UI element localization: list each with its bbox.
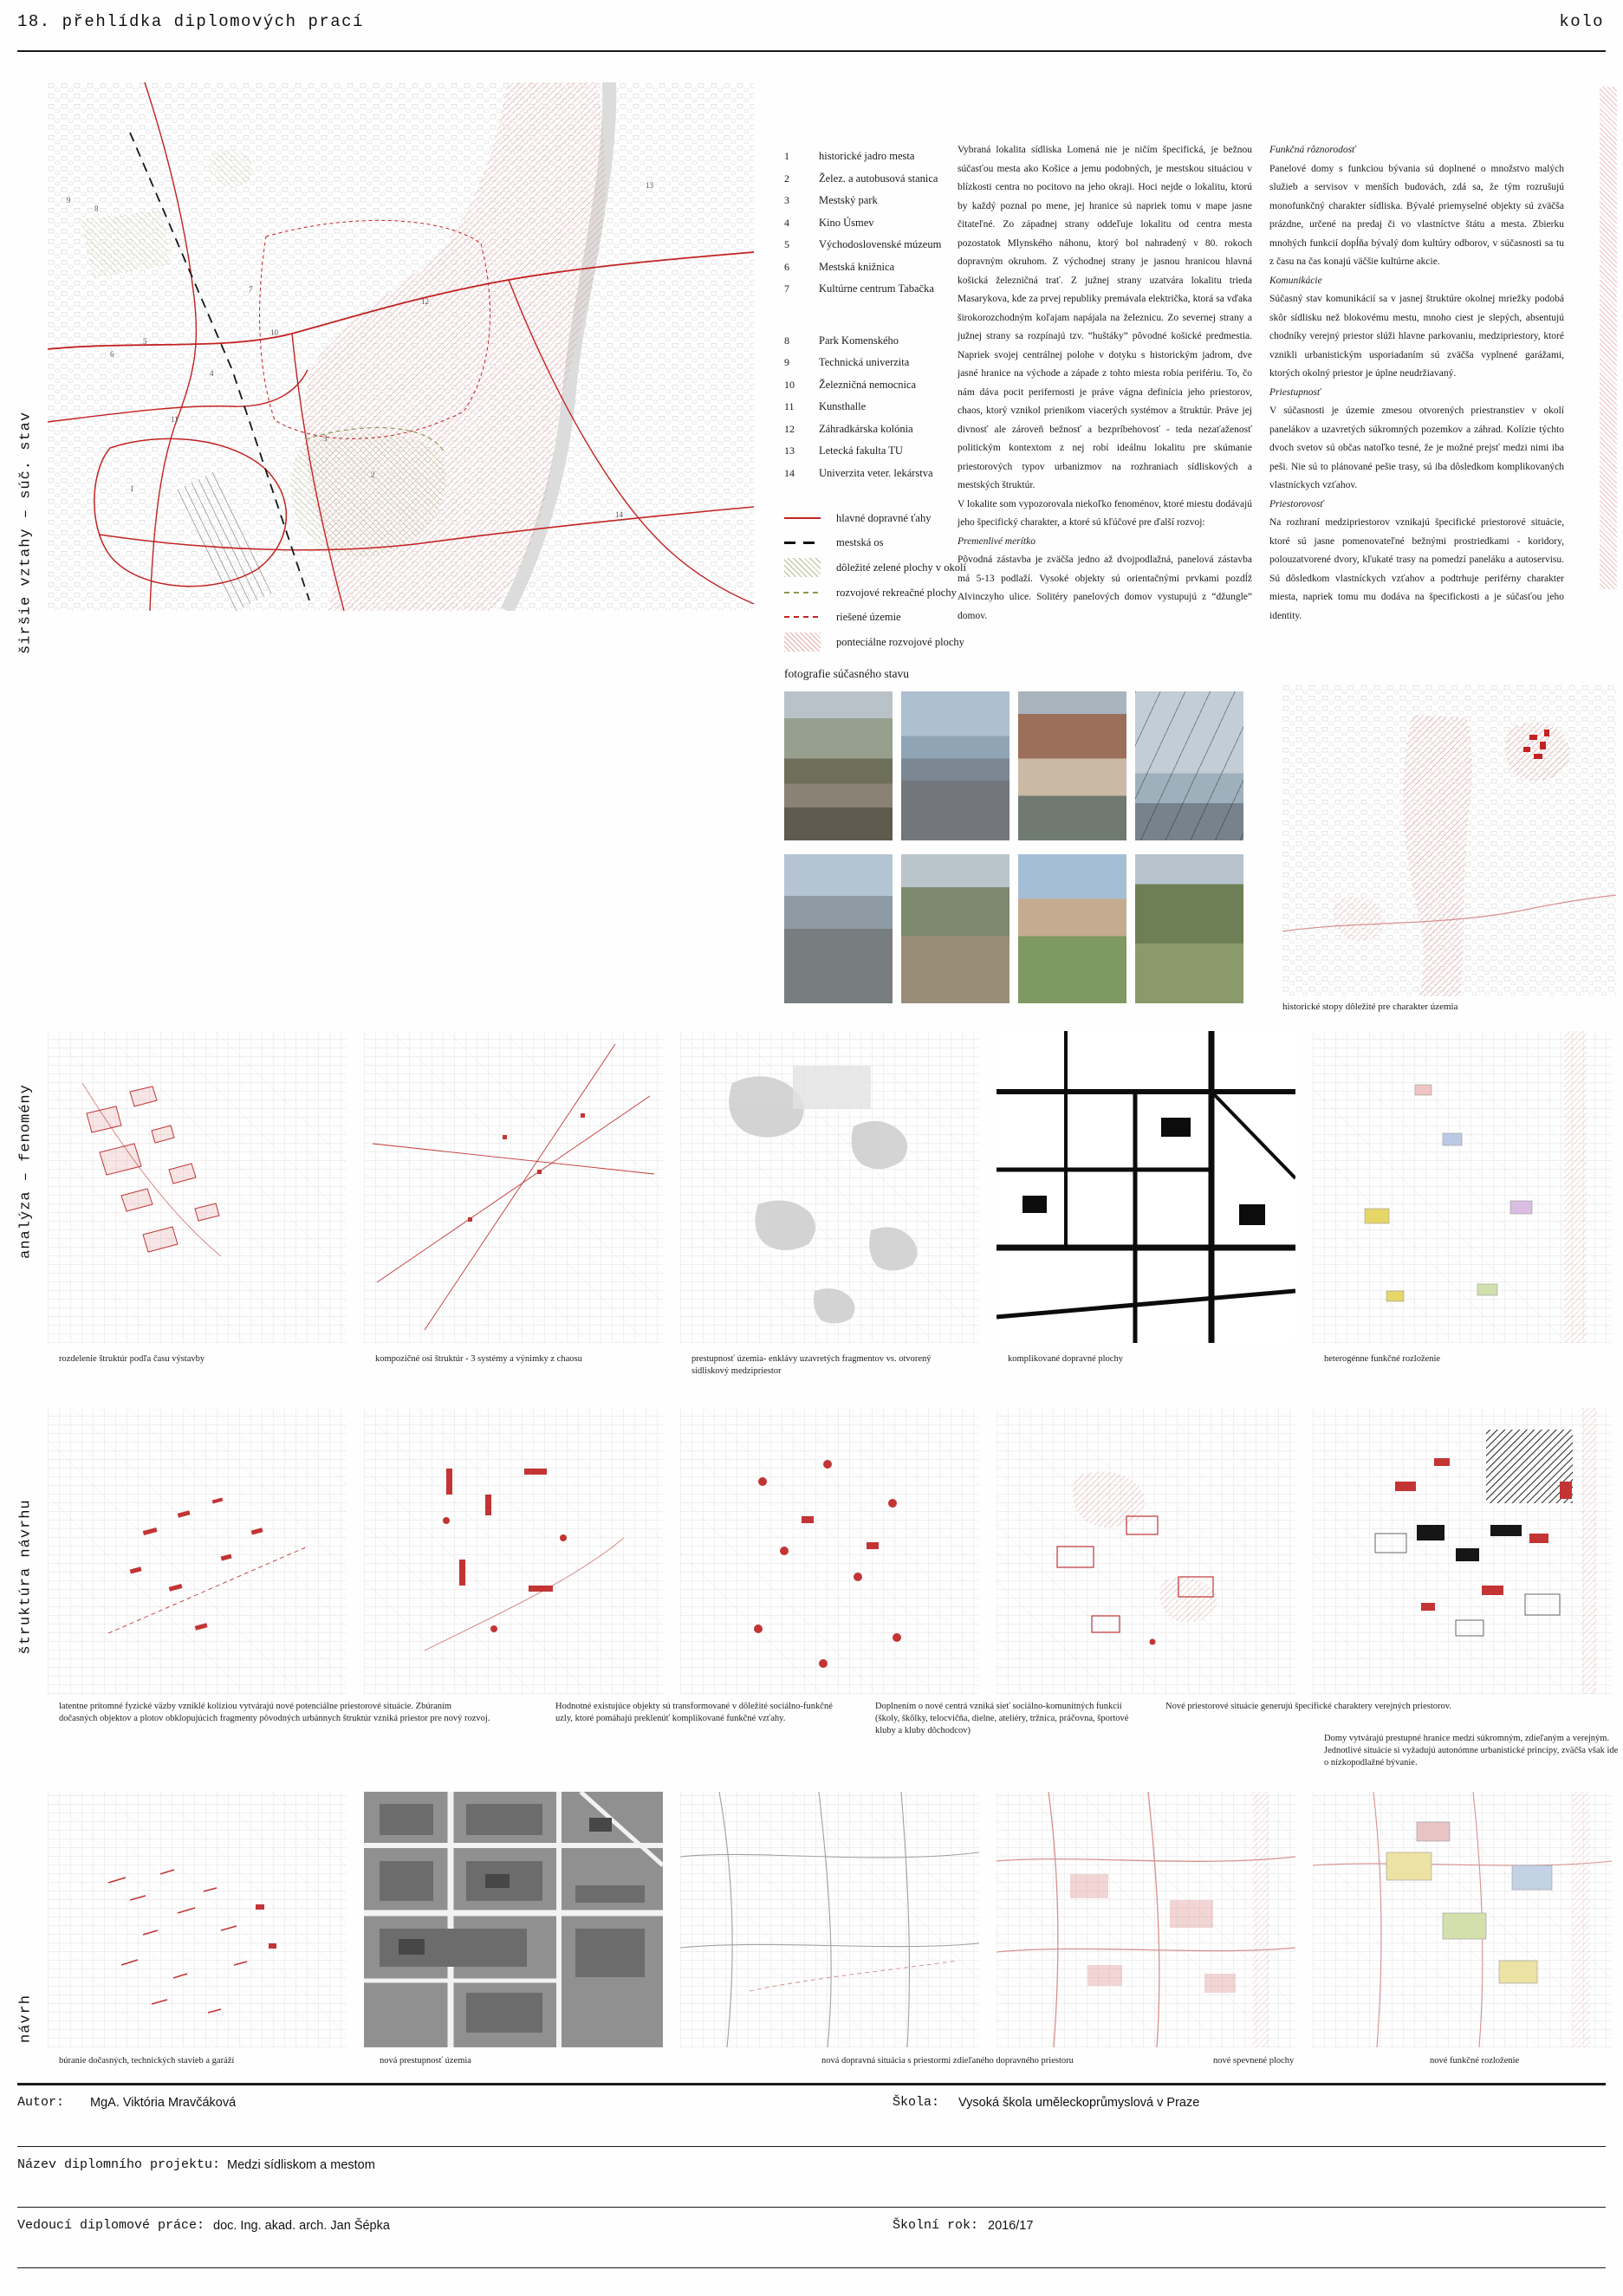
legend-item-label: Kultúrne centrum Tabačka bbox=[819, 282, 934, 295]
legend-item-label: Východoslovenské múzeum bbox=[819, 238, 942, 251]
legend-item-number: 7 bbox=[784, 282, 789, 295]
diagram-analyza-functional-mix bbox=[1313, 1031, 1612, 1343]
legend-item-number: 11 bbox=[784, 400, 795, 413]
school-year-label: Školní rok: bbox=[893, 2218, 979, 2233]
map-number-8: 8 bbox=[94, 204, 99, 213]
legend-item-label: historické jadro mesta bbox=[819, 150, 915, 163]
section-label-analyza: analýza – fenomény bbox=[17, 1084, 35, 1259]
diagram-analyza-composition-axes bbox=[364, 1031, 663, 1343]
caption-struktura-2: Hodnotné existujúce objekty sú transformované v dôležité sociálno-funkčné uzly, ktoré pomáhajú preklenúť komplikované funkčné vzťahy. bbox=[555, 1702, 833, 1723]
paved-road-lines bbox=[997, 1792, 1295, 2047]
header-right-label: kolo bbox=[1559, 12, 1604, 31]
project-title-value: Medzi sídliskom a mestom bbox=[227, 2158, 375, 2172]
photo-current-state-8 bbox=[1135, 854, 1243, 1003]
diagram-struktura-housing-boundaries bbox=[1313, 1408, 1612, 1694]
legend-item-number: 4 bbox=[784, 216, 789, 229]
legend-item-label: Kino Úsmev bbox=[819, 216, 874, 229]
map-number-7: 7 bbox=[249, 285, 253, 294]
green-hatch-swatch bbox=[784, 558, 821, 577]
pink-hatch-swatch bbox=[784, 632, 821, 652]
caption-navrh-3: nová dopravná situácia s priestormi zdieľaného dopravného priestoru bbox=[821, 2056, 1074, 2066]
diagram-navrh-figure-ground bbox=[364, 1792, 663, 2047]
function-color-patches bbox=[1365, 1085, 1532, 1301]
map-number-4: 4 bbox=[210, 369, 214, 378]
legend-symbol-label: hlavné dopravné ťahy bbox=[836, 511, 932, 524]
photo-current-state-5 bbox=[784, 854, 893, 1003]
legend-item-number: 5 bbox=[784, 238, 789, 251]
supervisor-label: Vedoucí diplomové práce: bbox=[17, 2218, 205, 2233]
legend-item-number: 13 bbox=[784, 444, 795, 457]
red-node-bars bbox=[443, 1469, 567, 1632]
legend-symbol-row bbox=[784, 632, 1027, 652]
map-number-12: 12 bbox=[421, 297, 429, 306]
photo-current-state-7 bbox=[1018, 854, 1126, 1003]
legend-symbol-label: dôležité zelené plochy v okolí bbox=[836, 561, 966, 574]
red-structure-outlines bbox=[87, 1086, 219, 1252]
legend-item-number: 1 bbox=[784, 150, 789, 163]
caption-analyza-1: rozdelenie štruktúr podľa času výstavby bbox=[59, 1354, 205, 1364]
section-label-navrh: návrh bbox=[17, 1994, 35, 2044]
legend-symbol-label: rozvojové rekreačné plochy bbox=[836, 586, 957, 599]
red-line-swatch bbox=[784, 517, 821, 519]
legend-item-label: Záhradkárska kolónia bbox=[819, 422, 913, 435]
intro-paragraph: V lokalite som vypozorovala niekoľko fenoménov, ktoré miestu dodávajú jeho špecifický charakter, a ktoré sú kľúčové pre ďalší rozvoj: bbox=[958, 498, 1252, 528]
map-number-3: 3 bbox=[323, 434, 328, 443]
closed-enclave-blobs bbox=[729, 1076, 917, 1323]
caption-struktura-5: Domy vytvárajú prestupné hranice medzi súkromným, zdieľaným a verejným. Jednotlivé situácie si vyžadujú autonómne urbanistické princípy, zväčša však ide o nízkopodlažné bývanie. bbox=[1324, 1734, 1619, 1767]
map-number-13: 13 bbox=[646, 181, 653, 190]
intro-paragraph: Vybraná lokalita sídliska Lomená nie je ničím špecifická, je bežnou súčasťou mesta ako Košice a jemu podobných, je mestskou situáciou v blízkosti centra no pocitovo na jeho okraji. Hoci nejde o lokalitu, ktorú by každý poznal po mene, jej hranice sú napriek tomu v mape jasne čitateľné. Zo západnej strany oddeľuje lokalitu od centra mesta pozostatok Mlynského náhonu, ktorý bol nahradený v 80. rokoch dopravným okruhom. Z východnej strany je jasnou hranicou hlavná košická železničná trať. Z južnej strany uzatvára lokalitu trieda Masarykova, kde za prvej republiky premávala električka, ktorá sa vďaka širokorozchodným koľajam napájala na železnicu. Zo severnej strany a južnej strany sa rozpínajú tzv. “huštáky” pôvodné košické predmestia. Napriek svojej centrálnej polohe v dotyku s historickým jadrom, dve jasné hranice na východe a západe z tohto miesta robia perifériu. To, čo nám dáva pocit perifernosti je práve vágna definícia jeho priestorov, chaos, ktorý vznikol prienikom viacerých systémov a štruktúr. Práve jej divnosť ale zároveň bežnosť a bezpríbehovosť - teda nezaťaženosť politickým kontextom z nej robí ideálnu lokalitu pre skúmanie priestorových typov urbanizmov na rozhraniach sídliskových a mestských štruktúr. bbox=[958, 145, 1252, 490]
footer-divider bbox=[17, 2207, 1606, 2208]
photo-current-state-3 bbox=[1018, 691, 1126, 840]
school-label: Škola: bbox=[893, 2095, 940, 2110]
diagram-analyza-permeability bbox=[680, 1031, 979, 1343]
supervisor-value: doc. Ing. akad. arch. Jan Šépka bbox=[213, 2219, 390, 2233]
author-label: Autor: bbox=[17, 2095, 65, 2110]
legend-item-number: 12 bbox=[784, 422, 795, 435]
historic-traces-caption: historické stopy dôležité pre charakter územia bbox=[1282, 1002, 1458, 1012]
intro-text-column-1 bbox=[958, 141, 1252, 626]
legend-item-label: Kunsthalle bbox=[819, 400, 867, 413]
map-number-2: 2 bbox=[371, 470, 375, 479]
diagram-analyza-structures-by-age bbox=[48, 1031, 347, 1343]
legend-item-label: Mestský park bbox=[819, 194, 878, 207]
caption-navrh-1: búranie dočasných, technických stavieb a garáží bbox=[59, 2056, 235, 2066]
legend-item-number: 10 bbox=[784, 378, 795, 391]
map-number-5: 5 bbox=[143, 337, 147, 346]
intro-text-column-2 bbox=[1269, 141, 1564, 626]
section-label-struktura: štruktúra návrhu bbox=[17, 1499, 35, 1655]
green-dash-swatch bbox=[784, 592, 821, 593]
caption-analyza-3: prestupnosť územia- enklávy uzavretých fragmentov vs. otvorený sídliskový medzipriestor bbox=[691, 1354, 932, 1376]
photos-heading: fotografie súčasného stavu bbox=[784, 667, 909, 680]
map-number-11: 11 bbox=[171, 415, 179, 424]
photo-current-state-6 bbox=[901, 854, 1010, 1003]
map-number-6: 6 bbox=[110, 350, 114, 359]
red-dash-swatch bbox=[784, 616, 821, 618]
map-number-10: 10 bbox=[270, 328, 278, 337]
caption-struktura-4: Nové priestorové situácie generujú špecifické charaktery verejných priestorov. bbox=[1165, 1702, 1451, 1711]
school-year-value: 2016/17 bbox=[988, 2219, 1034, 2233]
diagram-analyza-traffic-areas bbox=[997, 1031, 1295, 1343]
page-title: 18. přehlídka diplomových prací bbox=[17, 12, 364, 31]
exception-markers bbox=[468, 1113, 585, 1222]
black-dash-swatch bbox=[784, 542, 821, 544]
phenomenon-heading-funkcna: Funkčná rôznorodosť bbox=[1269, 145, 1356, 155]
map-number-9: 9 bbox=[67, 196, 71, 204]
diagram-struktura-transformed-objects bbox=[364, 1408, 663, 1694]
red-centre-dots bbox=[754, 1460, 901, 1668]
legend-item-number: 8 bbox=[784, 334, 789, 347]
historic-traces-map bbox=[1282, 684, 1616, 996]
diagram-struktura-spatial-situations bbox=[997, 1408, 1295, 1694]
paved-patches bbox=[1070, 1874, 1236, 1993]
caption-navrh-5: nové funkčné rozloženie bbox=[1430, 2056, 1520, 2066]
phenomenon-heading-komunikacie: Komunikácie bbox=[1269, 275, 1322, 286]
caption-analyza-4: komplikované dopravné plochy bbox=[1008, 1354, 1123, 1364]
function-zones bbox=[1386, 1822, 1552, 1983]
caption-analyza-5: heterogénne funkčné rozloženie bbox=[1324, 1354, 1441, 1364]
author-value: MgA. Viktória Mravčáková bbox=[90, 2096, 237, 2110]
legend-item-label: Železničná nemocnica bbox=[819, 378, 917, 391]
map-number-1: 1 bbox=[130, 484, 134, 493]
diagram-navrh-functional-layout bbox=[1313, 1792, 1612, 2047]
header-divider bbox=[17, 50, 1606, 52]
axis-lines bbox=[373, 1044, 654, 1330]
phenomenon-heading-priestupnost: Priestupnosť bbox=[1269, 386, 1321, 398]
caption-struktura-3: Doplnením o nové centrá vzniká sieť sociálno-komunitných funkcií (školy, škôlky, telocvičňa, dielne, ateliéry, tržnica, práčovna, športové kluby a kluby dôchodcov) bbox=[875, 1702, 1129, 1735]
map-number-14: 14 bbox=[615, 510, 623, 519]
caption-navrh-2: nová prestupnosť územia bbox=[380, 2056, 471, 2066]
caption-analyza-2: kompozičné osi štruktúr - 3 systémy a výnimky z chaosu bbox=[375, 1354, 582, 1364]
intro-paragraph: V súčasnosti je územie zmesou otvorených priestranstiev v okolí panelákov a uzavretých súkromných pozemkov a záhrad. Kolízie týchto dvoch svetov sú občas natoľko tesné, že je možné prejsť medzi nimi iba peši. Nie sú to plánované pešie trasy, sú iba dôsledkom komplikovaných vlastníckych vzťahov. bbox=[1269, 405, 1564, 490]
legend-item-number: 6 bbox=[784, 260, 789, 273]
caption-navrh-4: nové spevnené plochy bbox=[1213, 2056, 1295, 2066]
intro-paragraph: Súčasný stav komunikácií sa v jasnej štruktúre okolnej mriežky podobá skôr sídlisku než blokovému mestu, mnoho ciest je slepých, absentujú chodníky verejný priestor slúži hlavne parkovaniu, medzipriestory, ktoré vznikli urbanistickým usporiadaním sú zväčša vyplnené garážami, ktorých okolný priestor je úplne neudržiavaný. bbox=[1269, 294, 1564, 379]
photo-current-state-2 bbox=[901, 691, 1010, 840]
photo-current-state-1 bbox=[784, 691, 893, 840]
legend-item-label: Univerzita veter. lekárstva bbox=[819, 466, 933, 479]
phenomenon-heading-merítko: Premenlivé merítko bbox=[958, 535, 1035, 547]
footer-divider bbox=[17, 2267, 1606, 2268]
intro-paragraph: Na rozhraní medzipriestorov vznikajú špecifické priestorové situácie, ktoré sú jasne pomenovateľné bežnými prostriedkami - koridory, polouzatvorené dvory, kľukaté trasy na pomedzí paneláku a autoservisu. Sú dôsledkom vlastníckych vzťahov a podtrhuje periférny charakter miesta, napriek tomu mu dodáva na špecifickosti a je súčasťou jeho identity. bbox=[1269, 517, 1564, 621]
diagram-struktura-new-centres bbox=[680, 1408, 979, 1694]
diagram-navrh-traffic bbox=[680, 1792, 979, 2047]
legend-item-label: Mestská knižnica bbox=[819, 260, 895, 273]
legend-item-number: 9 bbox=[784, 356, 789, 369]
legend-item-label: Želez. a autobusová stanica bbox=[819, 172, 938, 185]
legend-symbol-label: ponteciálne rozvojové plochy bbox=[836, 635, 964, 648]
diagram-navrh-paved-areas bbox=[997, 1792, 1295, 2047]
red-demolition-marks bbox=[130, 1498, 263, 1631]
photo-current-state-4 bbox=[1135, 691, 1243, 840]
school-value: Vysoká škola uměleckoprůmyslová v Praze bbox=[958, 2096, 1200, 2110]
legend-item-label: Technická univerzita bbox=[819, 356, 910, 369]
legend-symbol-label: riešené územie bbox=[836, 610, 901, 623]
legend-item-label: Park Komenského bbox=[819, 334, 899, 347]
footer-divider-thick bbox=[17, 2083, 1606, 2085]
edge-development-strip bbox=[1600, 87, 1617, 589]
red-demolition-strokes bbox=[108, 1870, 247, 2013]
intro-paragraph: Pôvodná zástavba je zväčša jedno až dvojpodlažná, panelová zástavba má 5-13 podlaží. Vysoké objekty sú orientačnými prvkami pozdĺž Alvinczyho ulice. Solitéry panelových domov vystupujú z “džungle” domov. bbox=[958, 555, 1252, 621]
section-label-sirsie-vztahy: širšie vztahy – súč. stav bbox=[17, 411, 35, 655]
diagram-navrh-demolition bbox=[48, 1792, 347, 2047]
legend-item-label: Letecká fakulta TU bbox=[819, 444, 903, 457]
main-site-map bbox=[48, 82, 754, 611]
footer-divider bbox=[17, 2146, 1606, 2147]
legend-item-number: 3 bbox=[784, 194, 789, 207]
diagram-struktura-latent-links bbox=[48, 1408, 347, 1694]
legend-symbol-label: mestská os bbox=[836, 535, 884, 548]
legend-item-number: 2 bbox=[784, 172, 789, 185]
caption-struktura-1: latentne prítomné fyzické väzby vzniklé kolíziou vytvárajú nové potenciálne priestorové situácie. Zbúraním dočasných objektov a plotov obklopujúcich fragmenty pôvodných urbánnych štruktúr vzniká priestor pre nový rozvoj. bbox=[59, 1702, 490, 1723]
phenomenon-heading-priestorovost: Priestorovosť bbox=[1269, 498, 1324, 509]
project-title-label: Název diplomního projektu: bbox=[17, 2157, 221, 2172]
intro-paragraph: Panelové domy s funkciou bývania sú doplnené o množstvo malých služieb a servisov v menších budovách, zdá sa, že tým rozrušujú monofunkčný charakter sídliska. Bývalé priemyselné objekty sú zväčša prázdne, určené na predaj či vo vlastníctve štátu a mesta. Zbierku mnohých funkcií dopĺňa bývalý dom kultúry odborov, v súčasnosti sa tu z času na čas konajú väčšie kultúrne akcie. bbox=[1269, 163, 1564, 267]
new-road-lines bbox=[680, 1792, 979, 2047]
legend-item-number: 14 bbox=[784, 466, 795, 479]
